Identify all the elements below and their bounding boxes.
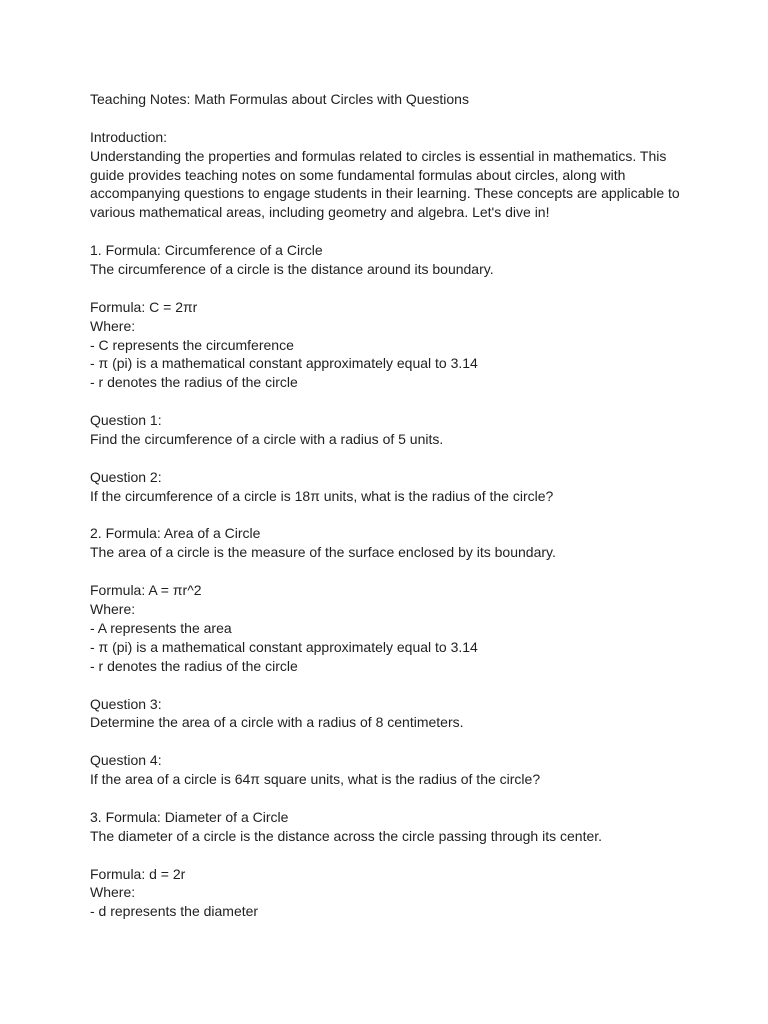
section1-heading: 1. Formula: Circumference of a Circle (90, 242, 323, 259)
question1-label: Question 1: (90, 412, 162, 429)
list-item: - π (pi) is a mathematical constant approximately equal to 3.14 (90, 638, 478, 655)
spacer (90, 676, 690, 695)
spacer (90, 279, 690, 298)
document-title: Teaching Notes: Math Formulas about Circles with Questions (90, 91, 469, 107)
question3-label: Question 3: (90, 695, 162, 712)
intro-heading: Introduction: (90, 128, 168, 145)
list-item: - r denotes the radius of the circle (90, 374, 298, 391)
intro-line: guide provides teaching notes on some fundamental formulas about circles, along with (90, 166, 626, 183)
question2-text: If the circumference of a circle is 18π units, what is the radius of the circle? (90, 487, 554, 504)
question4-label: Question 4: (90, 752, 162, 769)
section2-heading: 2. Formula: Area of a Circle (90, 525, 261, 542)
question2-label: Question 2: (90, 468, 162, 485)
intro-line: Understanding the properties and formulas related to circles is essential in mathematics. This (90, 147, 667, 164)
spacer (90, 789, 690, 808)
spacer (90, 846, 690, 865)
section2-where: Where: (90, 601, 136, 618)
spacer (90, 732, 690, 751)
spacer (90, 449, 690, 468)
spacer (90, 506, 690, 525)
list-item: - π (pi) is a mathematical constant approximately equal to 3.14 (90, 355, 478, 372)
section2-description: The area of a circle is the measure of the surface enclosed by its boundary. (90, 544, 556, 561)
list-item: - d represents the diameter (90, 903, 259, 920)
intro-paragraph (90, 147, 690, 223)
section3-heading: 3. Formula: Diameter of a Circle (90, 808, 289, 825)
section1-where: Where: (90, 317, 136, 334)
section3-where: Where: (90, 884, 136, 901)
spacer (90, 392, 690, 411)
question3-text: Determine the area of a circle with a radius of 8 centimeters. (90, 714, 464, 731)
list-item: - r denotes the radius of the circle (90, 657, 298, 674)
spacer (90, 222, 690, 241)
section3-description: The diameter of a circle is the distance across the circle passing through its center. (90, 827, 603, 844)
section2-formula: Formula: A = πr^2 (90, 582, 202, 599)
document-page (90, 90, 690, 921)
list-item: - A represents the area (90, 619, 232, 636)
intro-line: accompanying questions to engage students in their learning. These concepts are applicable to (90, 185, 680, 202)
spacer (90, 109, 690, 128)
question4-text: If the area of a circle is 64π square units, what is the radius of the circle? (90, 771, 541, 788)
section1-formula: Formula: C = 2πr (90, 298, 198, 315)
spacer (90, 562, 690, 581)
intro-line: various mathematical areas, including geometry and algebra. Let's dive in! (90, 204, 550, 221)
question1-text: Find the circumference of a circle with a radius of 5 units. (90, 431, 444, 448)
section3-formula: Formula: d = 2r (90, 865, 186, 882)
list-item: - C represents the circumference (90, 336, 294, 353)
section1-description: The circumference of a circle is the distance around its boundary. (90, 261, 494, 278)
